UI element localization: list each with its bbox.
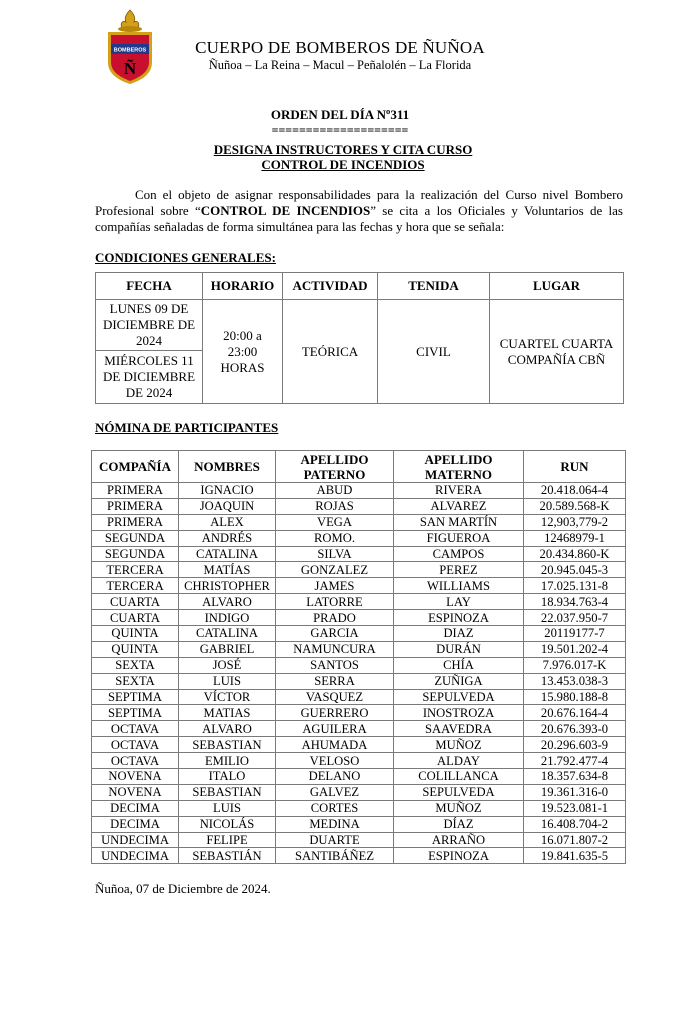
cell-apellido-materno: RIVERA: [394, 483, 524, 499]
table-row: [92, 753, 626, 769]
cell-run: 20.434.860-K: [524, 546, 626, 562]
cell-compania: PRIMERA: [92, 483, 179, 499]
cell-compania: CUARTA: [92, 610, 179, 626]
order-separator: ====================: [271, 123, 409, 137]
attire-cell: CIVIL: [378, 300, 490, 404]
cell-apellido-paterno: NAMUNCURA: [276, 641, 394, 657]
cell-apellido-materno: SEPULVEDA: [394, 689, 524, 705]
cell-apellido-paterno: LATORRE: [276, 594, 394, 610]
table-row: [92, 721, 626, 737]
cell-nombres: IGNACIO: [179, 483, 276, 499]
cell-apellido-materno: ESPINOZA: [394, 610, 524, 626]
cell-apellido-paterno: SANTOS: [276, 657, 394, 673]
table-row: [92, 546, 626, 562]
cell-run: 18.357.634-8: [524, 769, 626, 785]
cell-apellido-materno: WILLIAMS: [394, 578, 524, 594]
cell-run: 19.501.202-4: [524, 641, 626, 657]
cell-run: 15.980.188-8: [524, 689, 626, 705]
organization-communes: Ñuñoa – La Reina – Macul – Peñalolén – La Florida: [208, 58, 472, 72]
date-cell-2: MIÉRCOLES 11 DE DICIEMBRE DE 2024: [96, 351, 203, 404]
conditions-header-row: [96, 273, 624, 300]
fire-department-crest-logo: [104, 8, 156, 86]
cell-apellido-materno: DURÁN: [394, 641, 524, 657]
cell-compania: UNDECIMA: [92, 832, 179, 848]
cell-apellido-paterno: SANTIBÁÑEZ: [276, 848, 394, 864]
header-apellido-materno: [394, 451, 524, 483]
header-lugar: LUGAR: [490, 273, 624, 300]
cell-compania: PRIMERA: [92, 514, 179, 530]
cell-nombres: CHRISTOPHER: [179, 578, 276, 594]
header-apellido-materno-text: APELLIDO MATERNO: [424, 451, 493, 482]
header-compania: COMPAÑÍA: [92, 451, 179, 483]
cell-apellido-materno: ESPINOZA: [394, 848, 524, 864]
cell-run: 20.418.064-4: [524, 483, 626, 499]
intro-text-end: ” se cita a los Oficiales y Voluntarios de las compañías señaladas de forma simultánea para las fechas y hora que se señala:: [95, 203, 623, 234]
cell-run: 7.976.017-K: [524, 657, 626, 673]
header-apellido-paterno: [276, 451, 394, 483]
header-apellido-paterno-text: APELLIDO PATERNO: [300, 451, 369, 482]
cell-apellido-paterno: GARCIA: [276, 626, 394, 642]
date-cell-1: LUNES 09 DE DICIEMBRE DE 2024: [96, 300, 203, 351]
table-row: [92, 848, 626, 864]
cell-apellido-materno: LAY: [394, 594, 524, 610]
intro-course-name: CONTROL DE INCENDIOS: [200, 203, 371, 218]
cell-apellido-paterno: SILVA: [276, 546, 394, 562]
cell-apellido-paterno: AGUILERA: [276, 721, 394, 737]
cell-nombres: GABRIEL: [179, 641, 276, 657]
cell-nombres: SEBASTIAN: [179, 784, 276, 800]
cell-nombres: CATALINA: [179, 546, 276, 562]
cell-apellido-paterno: MEDINA: [276, 816, 394, 832]
order-title: ORDEN DEL DÍA Nº311: [270, 107, 410, 122]
cell-compania: OCTAVA: [92, 721, 179, 737]
header-tenida: TENIDA: [378, 273, 490, 300]
cell-apellido-paterno: GUERRERO: [276, 705, 394, 721]
cell-run: 17.025.131-8: [524, 578, 626, 594]
cell-apellido-paterno: JAMES: [276, 578, 394, 594]
cell-run: 20.296.603-9: [524, 737, 626, 753]
cell-run: 19.523.081-1: [524, 800, 626, 816]
cell-apellido-paterno: AHUMADA: [276, 737, 394, 753]
schedule-text: 20:00 a 23:00 HORAS: [220, 327, 265, 375]
header-run: RUN: [524, 451, 626, 483]
cell-run: 20.945.045-3: [524, 562, 626, 578]
cell-apellido-materno: MUÑOZ: [394, 800, 524, 816]
table-row: [92, 705, 626, 721]
header-nombres: NOMBRES: [179, 451, 276, 483]
cell-nombres: ALVARO: [179, 594, 276, 610]
crest-letter: Ñ: [123, 59, 137, 78]
organization-heading: [190, 38, 490, 73]
place-cell: CUARTEL CUARTA COMPAÑÍA CBÑ: [490, 300, 624, 404]
table-row: [92, 816, 626, 832]
cell-apellido-paterno: GALVEZ: [276, 784, 394, 800]
cell-apellido-materno: CHÍA: [394, 657, 524, 673]
table-row: [92, 498, 626, 514]
cell-apellido-paterno: DUARTE: [276, 832, 394, 848]
cell-apellido-materno: FIGUEROA: [394, 530, 524, 546]
order-subject-line-1: DESIGNA INSTRUCTORES Y CITA CURSO: [213, 142, 473, 157]
cell-nombres: JOSÉ: [179, 657, 276, 673]
cell-apellido-paterno: ROMO.: [276, 530, 394, 546]
cell-nombres: ITALO: [179, 769, 276, 785]
cell-run: 20.676.164-4: [524, 705, 626, 721]
table-row: [92, 626, 626, 642]
cell-apellido-materno: SAN MARTÍN: [394, 514, 524, 530]
cell-compania: SEPTIMA: [92, 689, 179, 705]
cell-nombres: SEBASTIAN: [179, 737, 276, 753]
table-row: [92, 800, 626, 816]
cell-nombres: VÍCTOR: [179, 689, 276, 705]
cell-run: 16.408.704-2: [524, 816, 626, 832]
table-row: [92, 594, 626, 610]
order-subject: [0, 142, 680, 172]
footer-place-date: Ñuñoa, 07 de Diciembre de 2024.: [95, 881, 271, 896]
cell-run: 13.453.038-3: [524, 673, 626, 689]
cell-compania: NOVENA: [92, 769, 179, 785]
cell-run: 19.361.316-0: [524, 784, 626, 800]
table-row: [92, 483, 626, 499]
cell-compania: CUARTA: [92, 594, 179, 610]
table-row: [92, 610, 626, 626]
cell-compania: UNDECIMA: [92, 848, 179, 864]
cell-compania: PRIMERA: [92, 498, 179, 514]
cell-compania: TERCERA: [92, 562, 179, 578]
crest-band-text: BOMBEROS: [113, 47, 147, 54]
cell-run: 22.037.950-7: [524, 610, 626, 626]
table-row: [92, 578, 626, 594]
cell-compania: NOVENA: [92, 784, 179, 800]
cell-nombres: NICOLÁS: [179, 816, 276, 832]
header-horario: HORARIO: [203, 273, 283, 300]
table-row: [92, 737, 626, 753]
cell-apellido-paterno: SERRA: [276, 673, 394, 689]
cell-apellido-paterno: VEGA: [276, 514, 394, 530]
cell-run: 20119177-7: [524, 626, 626, 642]
cell-apellido-paterno: ROJAS: [276, 498, 394, 514]
organization-name: CUERPO DE BOMBEROS DE ÑUÑOA: [195, 38, 485, 57]
cell-nombres: FELIPE: [179, 832, 276, 848]
cell-apellido-materno: INOSTROZA: [394, 705, 524, 721]
cell-run: 20.589.568-K: [524, 498, 626, 514]
cell-compania: SEGUNDA: [92, 546, 179, 562]
cell-apellido-materno: ALVAREZ: [394, 498, 524, 514]
cell-apellido-materno: CAMPOS: [394, 546, 524, 562]
cell-run: 12,903,779-2: [524, 514, 626, 530]
table-row: [92, 562, 626, 578]
order-subject-line-2: CONTROL DE INCENDIOS: [261, 157, 425, 172]
cell-apellido-materno: COLILLANCA: [394, 769, 524, 785]
cell-apellido-paterno: VASQUEZ: [276, 689, 394, 705]
cell-compania: DECIMA: [92, 800, 179, 816]
cell-apellido-materno: ZUÑIGA: [394, 673, 524, 689]
cell-nombres: CATALINA: [179, 626, 276, 642]
table-row: [92, 769, 626, 785]
table-row: [92, 832, 626, 848]
header-fecha: FECHA: [96, 273, 203, 300]
cell-nombres: EMILIO: [179, 753, 276, 769]
conditions-heading: CONDICIONES GENERALES:: [95, 250, 276, 265]
cell-nombres: SEBASTIÁN: [179, 848, 276, 864]
cell-apellido-materno: DÍAZ: [394, 816, 524, 832]
table-row: [92, 673, 626, 689]
cell-compania: DECIMA: [92, 816, 179, 832]
cell-run: 12468979-1: [524, 530, 626, 546]
participants-heading: NÓMINA DE PARTICIPANTES: [95, 420, 279, 435]
cell-run: 19.841.635-5: [524, 848, 626, 864]
cell-run: 16.071.807-2: [524, 832, 626, 848]
participants-table: [91, 450, 626, 864]
cell-apellido-paterno: PRADO: [276, 610, 394, 626]
cell-nombres: LUIS: [179, 800, 276, 816]
cell-nombres: JOAQUIN: [179, 498, 276, 514]
schedule-cell: [203, 300, 283, 404]
cell-apellido-paterno: DELANO: [276, 769, 394, 785]
cell-nombres: LUIS: [179, 673, 276, 689]
cell-apellido-materno: SAAVEDRA: [394, 721, 524, 737]
cell-compania: SEXTA: [92, 657, 179, 673]
cell-compania: QUINTA: [92, 626, 179, 642]
cell-compania: TERCERA: [92, 578, 179, 594]
cell-apellido-materno: MUÑOZ: [394, 737, 524, 753]
cell-nombres: MATÍAS: [179, 562, 276, 578]
table-row: [92, 641, 626, 657]
cell-apellido-materno: DIAZ: [394, 626, 524, 642]
table-row: [92, 657, 626, 673]
cell-apellido-materno: SEPULVEDA: [394, 784, 524, 800]
cell-nombres: ALEX: [179, 514, 276, 530]
cell-apellido-materno: PEREZ: [394, 562, 524, 578]
cell-nombres: ANDRÉS: [179, 530, 276, 546]
participants-body: [92, 483, 626, 864]
cell-apellido-paterno: CORTES: [276, 800, 394, 816]
cell-compania: SEGUNDA: [92, 530, 179, 546]
cell-apellido-materno: ARRAÑO: [394, 832, 524, 848]
cell-compania: OCTAVA: [92, 753, 179, 769]
cell-nombres: ALVARO: [179, 721, 276, 737]
cell-run: 21.792.477-4: [524, 753, 626, 769]
intro-paragraph: [95, 187, 623, 235]
table-row: [92, 689, 626, 705]
header-actividad: ACTIVIDAD: [283, 273, 378, 300]
table-row: [92, 784, 626, 800]
cell-nombres: INDIGO: [179, 610, 276, 626]
cell-run: 20.676.393-0: [524, 721, 626, 737]
cell-nombres: MATIAS: [179, 705, 276, 721]
cell-compania: OCTAVA: [92, 737, 179, 753]
table-row: [92, 514, 626, 530]
cell-compania: QUINTA: [92, 641, 179, 657]
activity-cell: TEÓRICA: [283, 300, 378, 404]
cell-apellido-paterno: GONZALEZ: [276, 562, 394, 578]
cell-apellido-materno: ALDAY: [394, 753, 524, 769]
cell-apellido-paterno: ABUD: [276, 483, 394, 499]
cell-run: 18.934.763-4: [524, 594, 626, 610]
cell-compania: SEPTIMA: [92, 705, 179, 721]
participants-header-row: [92, 451, 626, 483]
cell-compania: SEXTA: [92, 673, 179, 689]
cell-apellido-paterno: VELOSO: [276, 753, 394, 769]
intro-text-start: Con el objeto de asignar responsabilidades para la realización del Curso nivel Bombero Profesional sobre “: [95, 187, 623, 218]
table-row: [92, 530, 626, 546]
conditions-table: [95, 272, 624, 404]
